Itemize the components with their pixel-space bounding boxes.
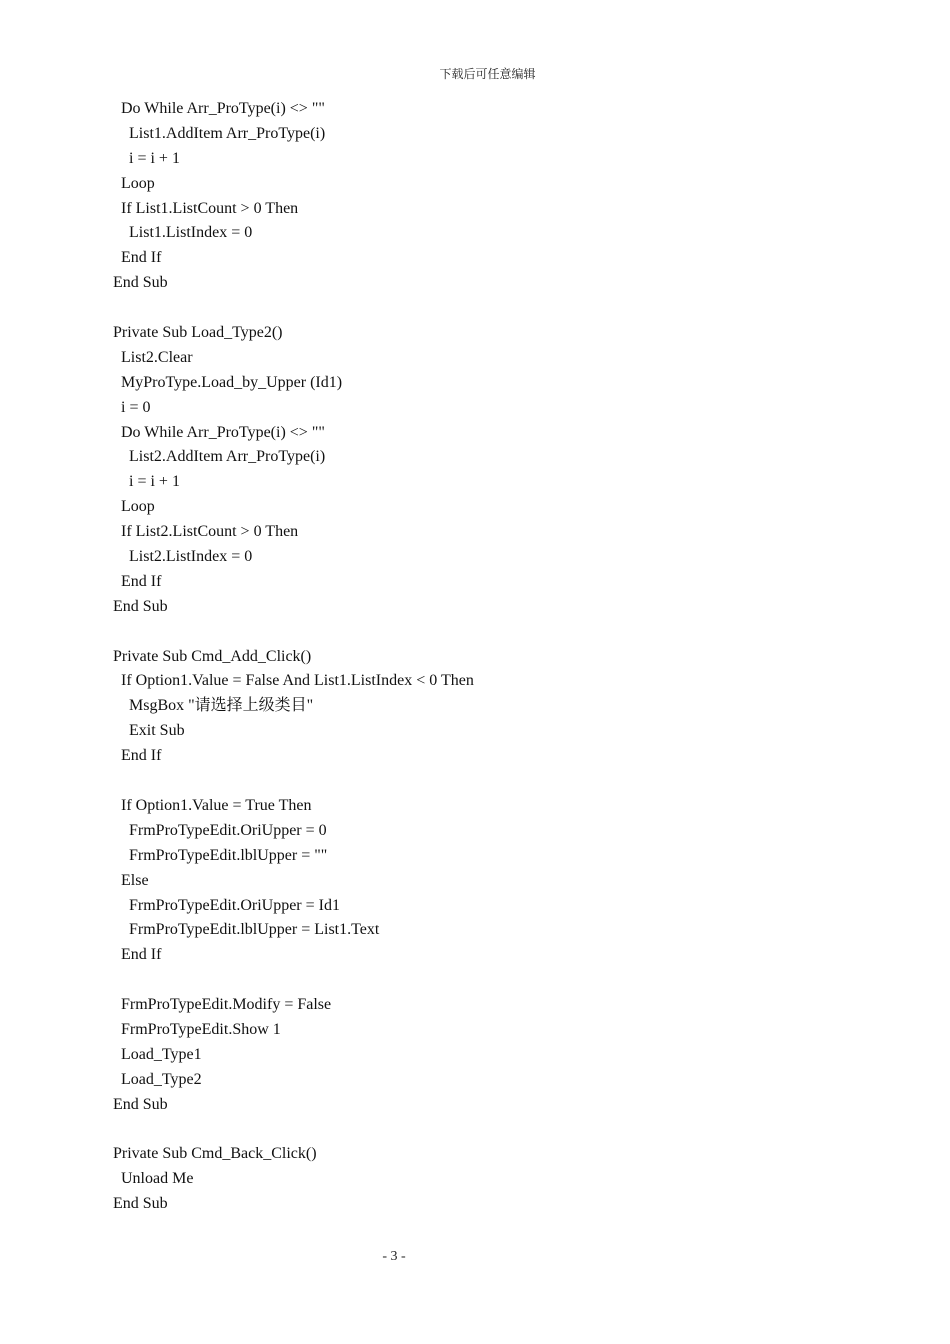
code-line: Exit Sub [113,722,185,740]
code-line: End Sub [113,274,168,292]
code-line: End If [113,249,162,267]
code-line: End If [113,572,162,590]
code-line: End If [113,946,162,964]
code-line: FrmProTypeEdit.OriUpper = Id1 [113,896,340,914]
code-line [113,968,893,993]
code-line: FrmProTypeEdit.Show 1 [113,1020,281,1038]
code-line: Else [113,871,149,889]
code-line: Unload Me [113,1170,194,1188]
code-line: MsgBox "请选择上级类目" [113,697,314,715]
code-line [113,296,893,321]
code-line: Load_Type1 [113,1045,202,1063]
code-line [113,1118,893,1143]
code-line: Loop [113,498,155,516]
code-line: FrmProTypeEdit.lblUpper = "" [113,846,328,864]
code-line: MyProType.Load_by_Upper (Id1) [113,373,343,391]
code-line: If List2.ListCount > 0 Then [113,523,299,541]
code-line: End Sub [113,597,168,615]
code-line: If List1.ListCount > 0 Then [113,199,299,217]
page-header: 下载后可任意编辑 [439,67,536,81]
code-line [113,769,893,794]
code-line: Load_Type2 [113,1070,202,1088]
code-line: List1.AddItem Arr_ProType(i) [113,124,326,142]
code-line: FrmProTypeEdit.Modify = False [113,996,332,1014]
code-listing [113,97,893,1217]
code-line: FrmProTypeEdit.OriUpper = 0 [113,821,327,839]
code-line: i = i + 1 [113,473,180,491]
code-line: Private Sub Cmd_Back_Click() [113,1145,317,1163]
code-line: List2.ListIndex = 0 [113,548,253,566]
code-line: List1.ListIndex = 0 [113,224,253,242]
code-line [113,620,893,645]
page-number: - 3 - [382,1249,406,1264]
code-line: i = 0 [113,398,151,416]
code-line: Private Sub Load_Type2() [113,324,283,342]
code-line: End If [113,747,162,765]
code-line: End Sub [113,1195,168,1213]
code-line: Do While Arr_ProType(i) <> "" [113,423,325,441]
code-line: List2.Clear [113,348,193,366]
code-line: FrmProTypeEdit.lblUpper = List1.Text [113,921,380,939]
code-line: End Sub [113,1095,168,1113]
code-line: i = i + 1 [113,149,180,167]
code-line: Do While Arr_ProType(i) <> "" [113,100,325,117]
code-line: If Option1.Value = False And List1.ListIndex < 0 Then [113,672,474,690]
code-line: Loop [113,174,155,192]
code-line: If Option1.Value = True Then [113,796,312,814]
code-line: Private Sub Cmd_Add_Click() [113,647,312,665]
code-line: List2.AddItem Arr_ProType(i) [113,448,326,466]
